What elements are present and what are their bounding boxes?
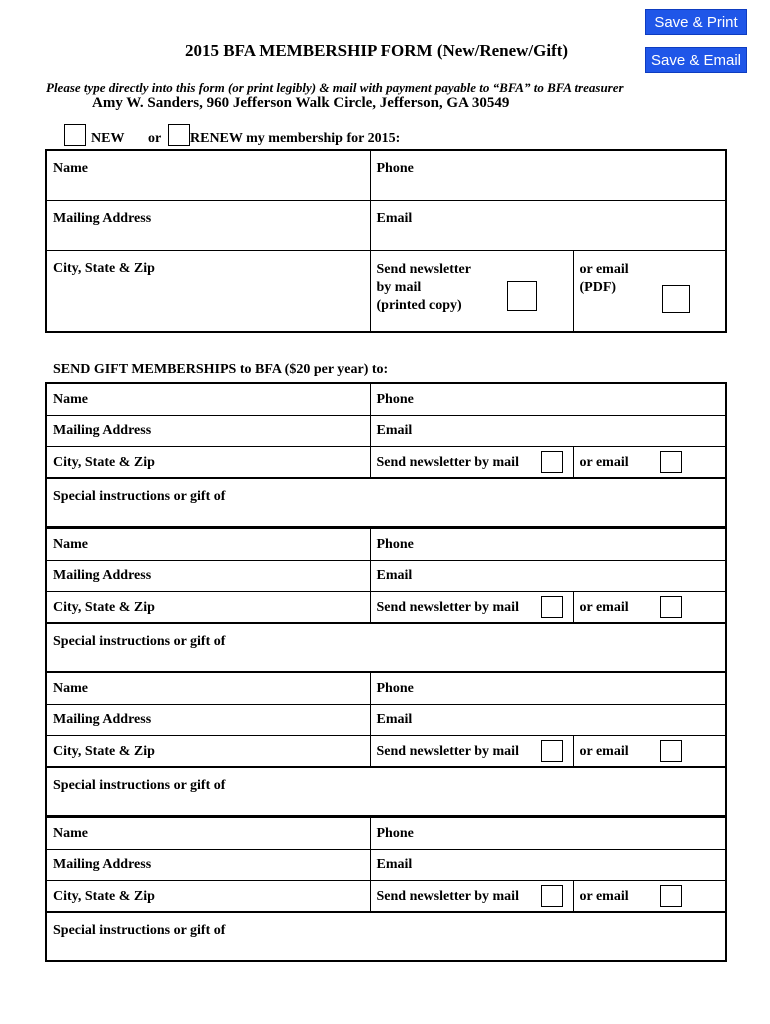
gift-phone-field[interactable] xyxy=(370,817,726,849)
gift-phone-label: Phone xyxy=(376,826,414,841)
city-state-zip-label: City, State & Zip xyxy=(53,260,155,276)
gift-mailing-address-field[interactable] xyxy=(46,560,370,591)
save-email-button[interactable]: Save & Email xyxy=(645,47,747,73)
gift-email-field[interactable] xyxy=(370,415,726,446)
gift-newsletter-mail-label: Send newsletter by mail xyxy=(376,743,519,759)
gift-newsletter-mail-checkbox[interactable] xyxy=(541,451,563,473)
gift-newsletter-mail-cell xyxy=(370,446,573,478)
newsletter-mail-cell xyxy=(370,250,573,332)
gift-newsletter-mail-checkbox[interactable] xyxy=(541,885,563,907)
gift-name-field[interactable] xyxy=(46,383,370,415)
gift-email-field[interactable] xyxy=(370,560,726,591)
gift-special-instructions-field[interactable] xyxy=(46,767,726,816)
gift-heading: SEND GIFT MEMBERSHIPS to BFA ($20 per year) to: xyxy=(53,362,389,377)
newsletter-email-checkbox[interactable] xyxy=(662,285,690,313)
gift-newsletter-email-checkbox[interactable] xyxy=(660,596,682,618)
renew-checkbox[interactable] xyxy=(168,124,190,146)
gift-name-field[interactable] xyxy=(46,672,370,704)
gift-city-state-zip-field[interactable] xyxy=(46,446,370,478)
gift-special-instructions-label: Special instructions or gift of xyxy=(53,778,226,793)
gift-city-state-zip-field[interactable] xyxy=(46,591,370,623)
newsletter-email-label: or email (PDF) xyxy=(579,261,629,295)
gift-newsletter-email-cell xyxy=(573,880,726,912)
gift-special-instructions-label: Special instructions or gift of xyxy=(53,923,226,938)
gift-newsletter-email-label: or email xyxy=(579,454,629,470)
gift-name-field[interactable] xyxy=(46,817,370,849)
gift-newsletter-mail-cell xyxy=(370,591,573,623)
new-label: NEW xyxy=(91,131,125,146)
gift-city-state-zip-label: City, State & Zip xyxy=(53,599,155,615)
gift-phone-field[interactable] xyxy=(370,672,726,704)
gift-name-label: Name xyxy=(53,826,88,841)
gift-city-state-zip-label: City, State & Zip xyxy=(53,888,155,904)
gift-newsletter-mail-checkbox[interactable] xyxy=(541,596,563,618)
instructions-text: Please type directly into this form (or print legibly) & mail with payment payable to “BFA” to BFA treasurer xyxy=(46,80,624,95)
gift-newsletter-mail-cell xyxy=(370,880,573,912)
gift-email-label: Email xyxy=(376,422,413,438)
gift-table xyxy=(45,382,727,528)
gift-special-instructions-label: Special instructions or gift of xyxy=(53,489,226,504)
gift-newsletter-email-checkbox[interactable] xyxy=(660,885,682,907)
gift-newsletter-email-cell xyxy=(573,446,726,478)
gift-name-label: Name xyxy=(53,681,88,696)
gift-special-instructions-label: Special instructions or gift of xyxy=(53,634,226,649)
gift-special-instructions-field[interactable] xyxy=(46,912,726,961)
gift-newsletter-email-cell xyxy=(573,735,726,767)
mailing-address-field[interactable] xyxy=(46,200,370,250)
name-field[interactable] xyxy=(46,150,370,200)
gift-city-state-zip-label: City, State & Zip xyxy=(53,743,155,759)
gift-newsletter-email-label: or email xyxy=(579,599,629,615)
save-print-button[interactable]: Save & Print xyxy=(645,9,747,35)
gift-mailing-address-field[interactable] xyxy=(46,849,370,880)
gift-city-state-zip-label: City, State & Zip xyxy=(53,454,155,470)
gift-newsletter-email-cell xyxy=(573,591,726,623)
gift-mailing-address-field[interactable] xyxy=(46,704,370,735)
gift-phone-field[interactable] xyxy=(370,528,726,560)
gift-email-field[interactable] xyxy=(370,704,726,735)
gift-special-instructions-field[interactable] xyxy=(46,623,726,672)
membership-table xyxy=(45,149,727,333)
gift-city-state-zip-field[interactable] xyxy=(46,880,370,912)
email-field[interactable] xyxy=(370,200,726,250)
or-label: or xyxy=(148,131,162,146)
gift-email-field[interactable] xyxy=(370,849,726,880)
gift-newsletter-email-label: or email xyxy=(579,743,629,759)
renew-label: RENEW my membership for 2015: xyxy=(190,131,401,146)
new-checkbox[interactable] xyxy=(64,124,86,146)
city-state-zip-field[interactable] xyxy=(46,250,370,332)
gift-city-state-zip-field[interactable] xyxy=(46,735,370,767)
gift-newsletter-mail-label: Send newsletter by mail xyxy=(376,599,519,615)
gift-mailing-address-label: Mailing Address xyxy=(53,711,152,727)
gift-phone-label: Phone xyxy=(376,681,414,696)
gift-email-label: Email xyxy=(376,567,413,583)
gift-newsletter-mail-cell xyxy=(370,735,573,767)
gift-email-label: Email xyxy=(376,711,413,727)
newsletter-email-cell xyxy=(573,250,726,332)
mailing-address-label: Mailing Address xyxy=(53,210,152,226)
gift-newsletter-email-checkbox[interactable] xyxy=(660,451,682,473)
form-title: 2015 BFA MEMBERSHIP FORM (New/Renew/Gift) xyxy=(185,41,569,60)
gift-name-field[interactable] xyxy=(46,528,370,560)
gift-table xyxy=(45,527,727,673)
gift-phone-label: Phone xyxy=(376,392,414,407)
gift-newsletter-mail-label: Send newsletter by mail xyxy=(376,888,519,904)
gift-newsletter-mail-checkbox[interactable] xyxy=(541,740,563,762)
gift-phone-field[interactable] xyxy=(370,383,726,415)
gift-mailing-address-field[interactable] xyxy=(46,415,370,446)
gift-special-instructions-field[interactable] xyxy=(46,478,726,527)
gift-mailing-address-label: Mailing Address xyxy=(53,422,152,438)
gift-newsletter-email-checkbox[interactable] xyxy=(660,740,682,762)
phone-label: Phone xyxy=(376,161,414,176)
gift-table xyxy=(45,671,727,817)
gift-name-label: Name xyxy=(53,537,88,552)
gift-newsletter-email-label: or email xyxy=(579,888,629,904)
name-label: Name xyxy=(53,161,88,176)
treasurer-address: Amy W. Sanders, 960 Jefferson Walk Circle, Jefferson, GA 30549 xyxy=(92,95,510,111)
phone-field[interactable] xyxy=(370,150,726,200)
email-label: Email xyxy=(376,210,413,226)
newsletter-mail-checkbox[interactable] xyxy=(507,281,537,311)
gift-name-label: Name xyxy=(53,392,88,407)
gift-phone-label: Phone xyxy=(376,537,414,552)
gift-mailing-address-label: Mailing Address xyxy=(53,856,152,872)
gift-newsletter-mail-label: Send newsletter by mail xyxy=(376,454,519,470)
gift-email-label: Email xyxy=(376,856,413,872)
gift-mailing-address-label: Mailing Address xyxy=(53,567,152,583)
gift-table xyxy=(45,816,727,962)
newsletter-mail-label: Send newsletter by mail (printed copy) xyxy=(376,261,471,313)
